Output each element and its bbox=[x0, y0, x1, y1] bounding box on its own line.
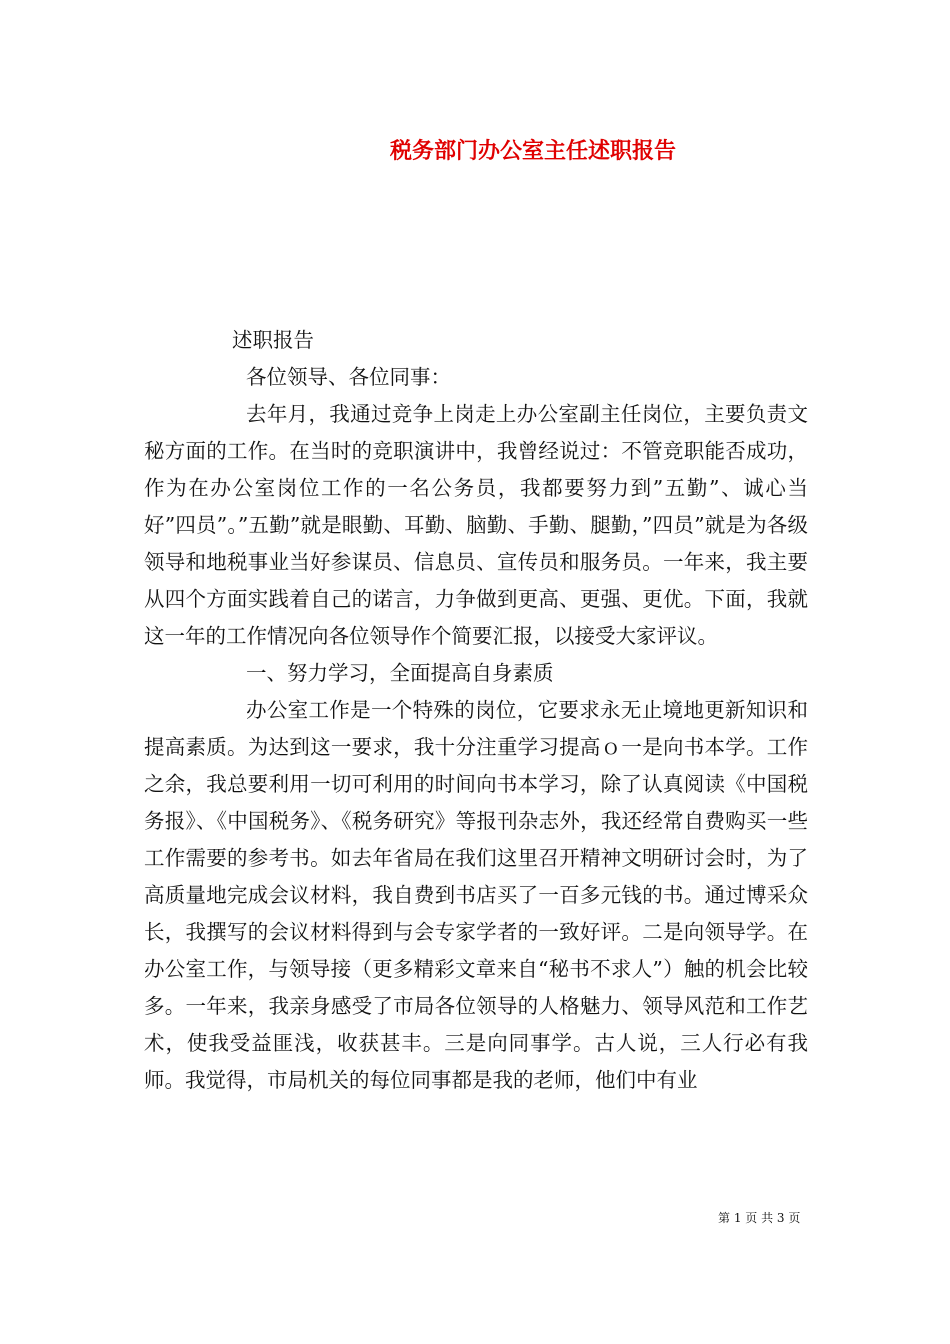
document-body bbox=[144, 322, 808, 1099]
section-heading: 一、努力学习，全面提高自身素质 bbox=[246, 661, 554, 685]
body-paragraph: 办公室工作是一个特殊的岗位，它要求永无止境地更新知识和提高素质。为达到这一要求，我十分注重学习提高ｏ一是向书本学。工作之余，我总要利用一切可利用的时间向书本学习，除了认真阅读《中国税务报》、《中国税务》、《税务研究》等报刊杂志外，我还经常自费购买一些工作需要的参考书。如去年省局在我们这里召开精神文明研讨会时，为了高质量地完成会议材料，我自费到书店买了一百多元钱的书。通过博采众长，我撰写的会议材料得到与会专家学者的一致好评。二是向领导学。在办公室工作，与领导接（更多精彩文章来自“秘书不求人”）触的机会比较多。一年来，我亲身感受了市局各位领导的人格魅力、领导风范和工作艺术，使我受益匪浅，收获甚丰。三是向同事学。古人说，三人行必有我师。我觉得，市局机关的每位同事都是我的老师，他们中有业 bbox=[144, 698, 808, 1092]
salutation: 各位领导、各位同事： bbox=[246, 365, 451, 389]
page-number-footer: 第 1 页 共 3 页 bbox=[718, 1211, 801, 1225]
document-title: 税务部门办公室主任述职报告 bbox=[390, 138, 677, 164]
body-paragraph: 去年月，我通过竞争上岗走上办公室副主任岗位，主要负责文秘方面的工作。在当时的竞职演讲中，我曾经说过：不管竞职能否成功，作为在办公室岗位工作的一名公务员，我都要努力到”五勤”、诚心当好”四员”。”五勤”就是眼勤、耳勤、脑勤、手勤、腿勤，”四员”就是为各级领导和地税事业当好参谋员、信息员、宣传员和服务员。一年来，我主要从四个方面实践着自己的诺言，力争做到更高、更强、更优。下面，我就这一年的工作情况向各位领导作个简要汇报，以接受大家评议。 bbox=[144, 402, 808, 648]
report-label: 述职报告 bbox=[232, 328, 314, 352]
